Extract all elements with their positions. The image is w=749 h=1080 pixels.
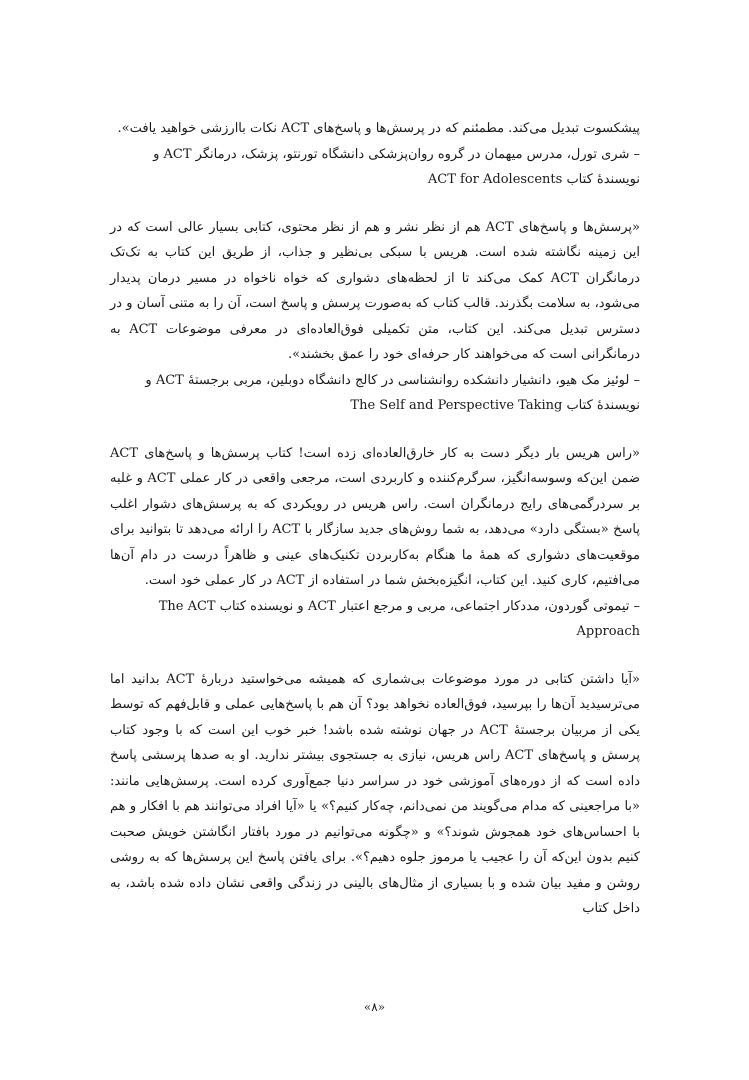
paragraph-2: «پرسش‌ها و پاسخ‌های ACT هم از نظر نشر و هم از نظر محتوی، کتابی بسیار عالی است که در این زمینه نگاشته شده است. هریس با سبکی بی‌نظیر و جذاب، از طریق این کتاب به تک‌تک درمانگران ACT کمک می‌کند تا از لحظه‌های دشواری که خواه ناخواه در مسیر درمان پدیدار می‌شود، به سلامت بگذرند. قالب کتاب که به‌صورت پرسش و پاسخ است، آن را به متنی آسان و در دسترس تبدیل می‌کند. این کتاب، متن تکمیلی فوق‌العاده‌ای در معرفی موضوعات ACT به درمانگرانی است که می‌خواهند کار حرفه‌ای خود را عمق بخشند». [110,219,640,362]
document-page [110,116,640,922]
paragraph-3: «راس هریس بار دیگر دست به کار خارق‌العاده‌ای زده است! کتاب پرسش‌ها و پاسخ‌های ACT ضمن این‌که وسوسه‌انگیز، سرگرم‌کننده و کاربردی است، مرجعی واقعی در کار عملی ACT و غلبه بر سردرگمی‌های رایج درمانگران است. راس هریس در رویکردی که به پرسش‌های دشوار اغلب پاسخ «بستگی دارد» می‌دهد، به شما روش‌های جدید سازگار با ACT را ارائه می‌دهد تا بتوانید برای موقعیت‌های دشواری که همهٔ ما هنگام به‌کاربردن تکنیک‌های عینی و ظاهراً درست در دام آن‌ها می‌افتیم، کاری کنید. این کتاب، انگیزه‌بخش شما در استفاده از ACT در کار عملی خود است. [110,445,640,588]
attribution-1: – شری تورل، مدرس میهمان در گروه روان‌پزشکی دانشگاه تورنتو، پزشک، درمانگر ACT و نویسندهٔ کتاب ACT for Adolescents [153,146,640,187]
attribution-3: – تیموتی گوردون، مددکار اجتماعی، مربی و مرجع اعتبار ACT و نویسنده کتاب The ACT Approach [158,598,640,639]
page-number: «۸» [363,1000,386,1014]
paragraph-1: پیشکسوت تبدیل می‌کند. مطمئنم که در پرسش‌ها و پاسخ‌های ACT نکات باارزشی خواهید یافت». [117,121,640,136]
attribution-2: – لوئیز مک هیو، دانشیار دانشکده روانشناسی در کالج دانشگاه دوبلین، مربی برجستهٔ ACT و نویسندهٔ کتاب The Self and Perspective Taking [145,372,640,413]
paragraph-4: «آیا داشتن کتابی در مورد موضوعات بی‌شماری که همیشه می‌خواستید دربارهٔ ACT بدانید اما می‌ترسیدید آن‌ها را بپرسید، فوق‌العاده نخواهد بود؟ آن هم با پاسخ‌هایی عملی و قابل‌فهم که توسط یکی از مربیان برجستهٔ ACT در جهان نوشته شده باشد! خبر خوب این است که با وجود کتاب پرسش و پاسخ‌های ACT راس هریس، نیازی به جستجوی بیشتر ندارید. او به صدها پرسشی پاسخ داده است که از دوره‌های آموزشی خود در سراسر دنیا جمع‌آوری کرده است. پرسش‌هایی مانند: «با مراجعینی که مدام می‌گویند من نمی‌دانم، چه‌کار کنیم؟» یا «آیا افراد می‌توانند هم با افکار و هم با احساس‌های خود همجوش شوند؟» و «چگونه می‌توانیم در مورد بافتار انگاشتن خویش صحبت کنیم بدون این‌که آن را عجیب یا مرموز جلوه دهیم؟». برای یافتن پاسخ این پرسش‌ها که به روشی روشن و مفید بیان شده و با بسیاری از مثال‌های بالینی در زندگی واقعی نشان داده شده باشد، به داخل کتاب [110,671,641,916]
